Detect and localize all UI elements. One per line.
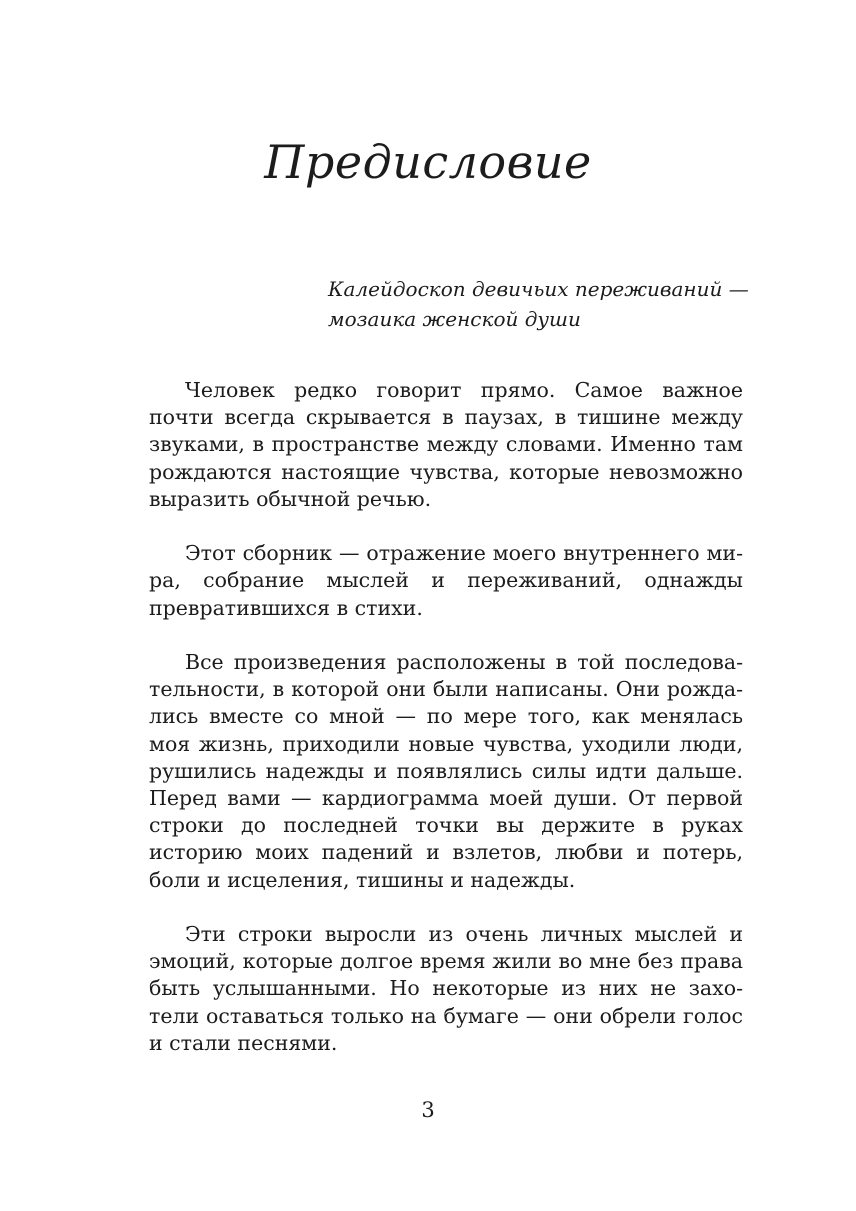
epigraph (328, 274, 748, 334)
page-title: Предисловие (264, 135, 592, 189)
epigraph-line-1: Калейдоскоп девичьих переживаний — (328, 277, 749, 301)
epigraph-line-2: мозаика женской души (328, 307, 581, 331)
paragraph: Человек редко говорит прямо. Самое важное почти всегда скрывается в паузах, в тишине между звуками, в пространстве между словами. Именно там рождаются настоящие чувства, которые невозможно выразить обычной речью. (149, 378, 743, 511)
page-number: 3 (421, 1098, 435, 1122)
paragraph: Все произведения расположены в той последовательности, в которой они были написаны. Они рождались вместе со мной — по мере того, как менялась моя жизнь, приходили новые чувства, уходили люди, рушились надежды и появлялись силы идти дальше. Перед вами — кардиограмма моей души. От первой строки до последней точки вы держите в руках историю моих падений и взлетов, любви и потерь, боли и исцеления, тишины и надежды. (149, 650, 743, 892)
paragraph: Эти строки выросли из очень личных мыслей и эмоций, которые долгое время жили во мне без права быть услышанными. Но некоторые из них не захотели оставаться только на бумаге — они обрели голос и стали песнями. (149, 922, 743, 1055)
paragraph: Этот сборник — отражение моего внутреннего мира, собрание мыслей и переживаний, однажды превратившихся в стихи. (149, 541, 743, 620)
body-text (149, 377, 743, 1084)
